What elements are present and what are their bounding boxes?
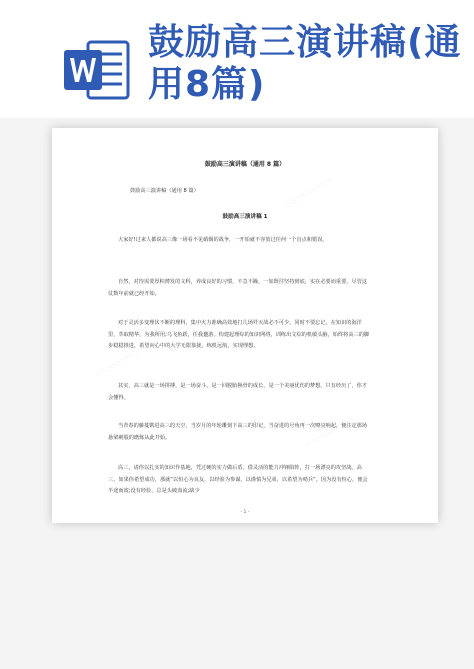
paragraph: 其实，高三就是一场拼搏，是一场奋斗，是一回脱胎换骨的成长，是一个美丽优伤的梦想。只有经历了，你才会懂得。: [108, 383, 368, 401]
document-title: 鼓励高三演讲稿（通用 8 篇）: [204, 161, 286, 168]
paragraph: 高三，请你以扎实的知识作基地，凭过硬的实力做后盾，借灵活的能力冲锋陷阵，打一场漂亮的攻坚战。高三，如果你希望成功，那就“以恒心为良友，以经验为参谋，以谨慎为兄弟，以希望为哨兵”。因为没有恒心，便会半途而废;没有经验，总是头破血流;缺少: [108, 465, 368, 494]
section-heading: 鼓励高三演讲稿 1: [222, 214, 268, 220]
watermark: ◇◇◇◇◇◇◇◇◇◇: [93, 345, 145, 379]
watermark: ◇◇◇◇◇◇◇◇◇◇: [303, 415, 355, 449]
paragraph: 当青春的藤蔓镌进高三的天空，当岁月的年轮雕刻下高三的印记，当奋进的号角再一次嘹亮响起，便注定那场悬梁刺股的磨炼从此开始。: [108, 423, 368, 441]
paragraph: 自然，对待需要厚积薄发的文科，养成良好的习惯，不急不躁，一如既往坚持到底，实在必要而重要，尽管这仗数年前就已经开始。: [108, 279, 368, 297]
watermark: ◇◇◇◇◇◇◇◇◇◇: [283, 175, 335, 209]
document-page[interactable]: [52, 128, 438, 523]
document-subtitle: 鼓励高三演讲稿（通用 8 篇）: [130, 188, 199, 194]
word-icon: [62, 38, 132, 102]
paragraph: 大家好!过来人都说高三像一场看不见硝烟的战争，一开始就不容放过任何一个盲点和错误。: [118, 237, 328, 243]
page-number: - 1 -: [240, 510, 250, 515]
paragraph: 对于灵活多变理伏不断的理科，集中火力准确高效地打几场歼灭战必不可少。同时不要忘记，在知识的海洋里，萃取精华，为我所用;乌飞鱼跃，任我邀游。构建起理综的知识网络，训练出文综的机敏头脑，始终将高三的脚步稳稳推进，希望向心中的大学无限靠拢，练机远航，实现理想。: [108, 320, 370, 349]
header-banner: [0, 0, 474, 118]
page-title: 鼓励高三演讲稿(通用8篇): [148, 22, 462, 105]
